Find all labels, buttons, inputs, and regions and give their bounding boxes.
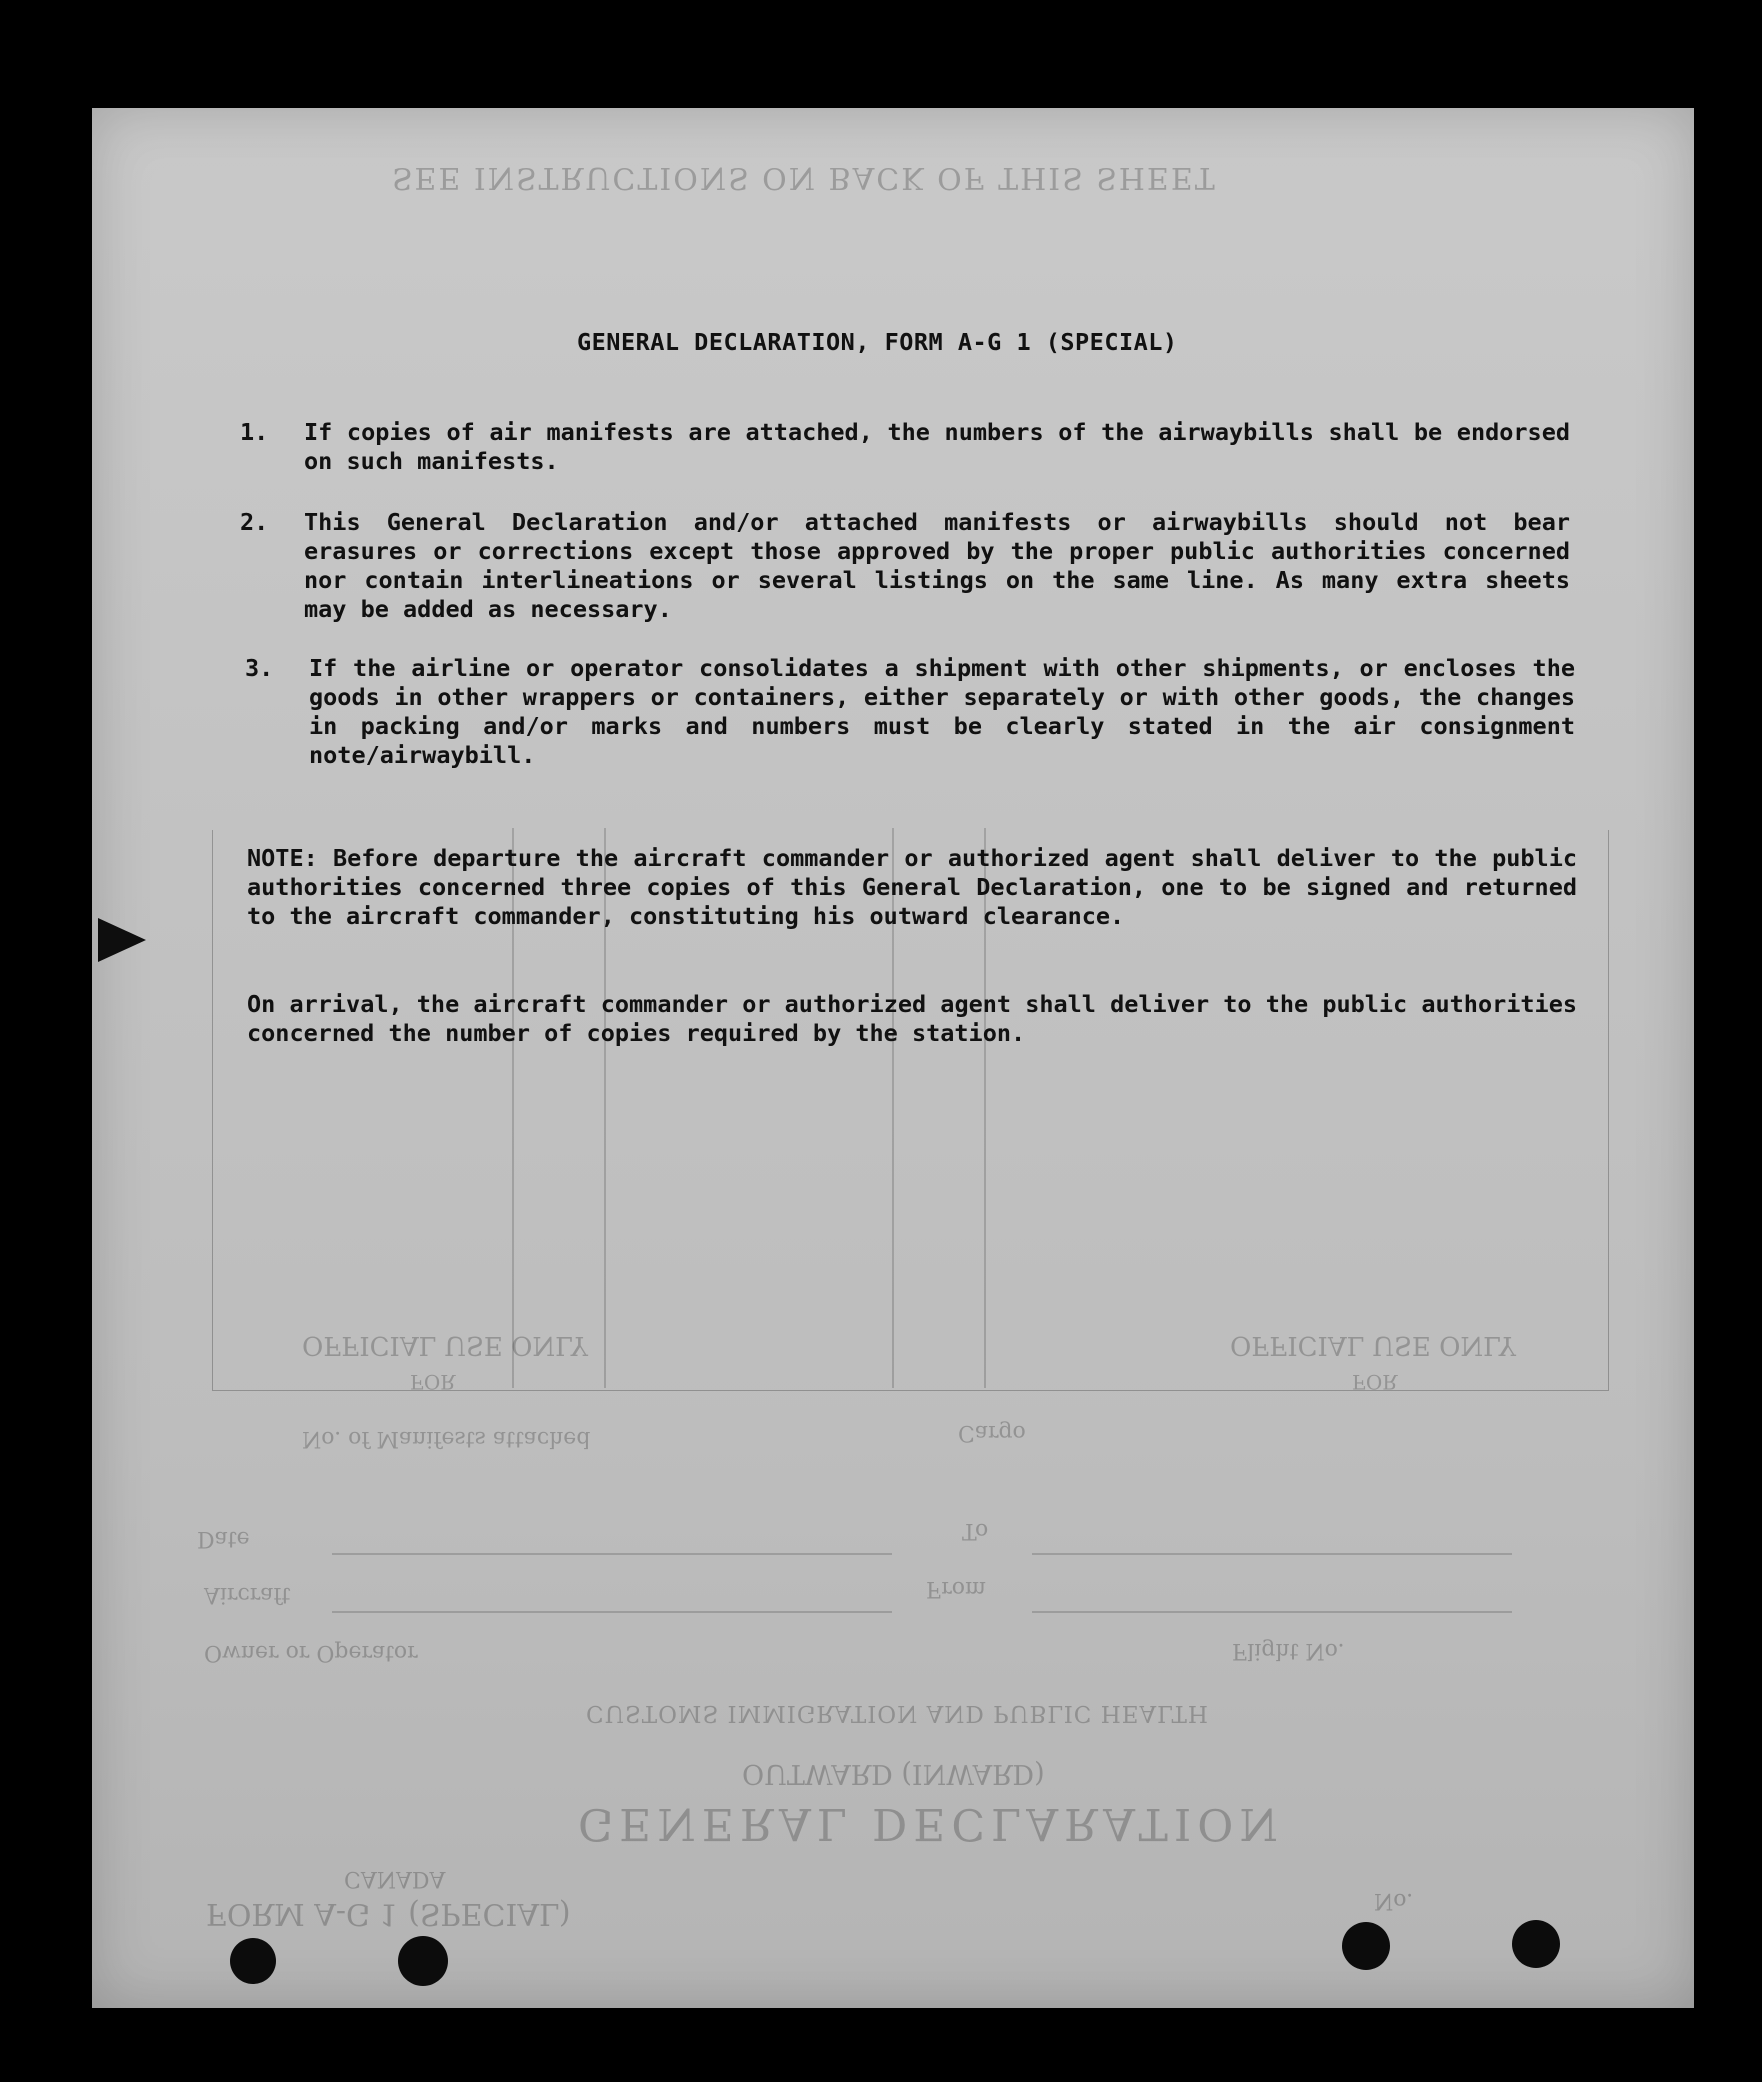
item-text: If copies of air manifests are attached, the numbers of the airwaybills shall be endorsed on such manifests. bbox=[304, 418, 1570, 475]
bleed-rule bbox=[332, 1611, 892, 1613]
bleed-no: No. bbox=[1374, 1888, 1414, 1913]
item-number: 1. bbox=[240, 418, 269, 446]
bleed-outward: OUTWARD (INWARD) bbox=[742, 1758, 1045, 1789]
bleed-to: To bbox=[962, 1518, 989, 1543]
item-text: If the airline or operator consolidates a shipment with other shipments, or encloses the goods in other wrappers or containers, either separately or with other goods, the changes in packing and/or marks and numbers must be clearly stated in the air consignment note/airwaybill. bbox=[309, 654, 1575, 769]
bleed-owner: Owner or Operator bbox=[204, 1640, 418, 1665]
bleed-general: GENERAL DECLARATION bbox=[578, 1798, 1284, 1849]
bleed-rule bbox=[332, 1553, 892, 1555]
bleed-official-left: OFFICIAL USE ONLY bbox=[302, 1330, 588, 1360]
bleed-rule bbox=[1032, 1553, 1512, 1555]
item-number: 3. bbox=[245, 654, 274, 682]
item-text: This General Declaration and/or attached manifests or airwaybills should not bear erasures or corrections except those approved by the proper public authorities concerned nor contain interlineations or several listings on the same line. As many extra sheets may be added as necessary. bbox=[304, 508, 1570, 623]
page-title: GENERAL DECLARATION, FORM A-G 1 (SPECIAL) bbox=[577, 328, 1178, 356]
punch-hole bbox=[398, 1936, 448, 1986]
bleed-form: FORM A-G 1 (SPECIAL) bbox=[206, 1896, 571, 1931]
bleed-date: Date bbox=[197, 1526, 250, 1551]
bleed-for-left: FOR bbox=[410, 1370, 456, 1394]
arrival-paragraph: On arrival, the aircraft commander or authorized agent shall deliver to the public authorities concerned the number of copies required by the station. bbox=[247, 990, 1577, 1047]
document-page bbox=[92, 108, 1694, 2008]
bleed-top-banner: SEE INSTRUCTIONS ON BACK OF THIS SHEET bbox=[392, 160, 1217, 195]
bleed-rule bbox=[1032, 1611, 1512, 1613]
bleed-canada: CANADA bbox=[344, 1866, 446, 1891]
bleed-customs: CUSTOMS IMMIGRATION AND PUBLIC HEALTH bbox=[586, 1700, 1209, 1726]
bleed-from: From bbox=[926, 1576, 986, 1601]
bleed-aircraft: Aircraft bbox=[204, 1582, 291, 1607]
note-paragraph: NOTE: Before departure the aircraft commander or authorized agent shall deliver to the public authorities concerned three copies of this General Declaration, one to be signed and returned to the aircraft commander, constituting his outward clearance. bbox=[247, 844, 1577, 930]
punch-hole bbox=[1342, 1922, 1390, 1970]
bleed-flight-no: Flight No. bbox=[1232, 1638, 1345, 1663]
punch-hole bbox=[230, 1938, 276, 1984]
bleed-for-right: FOR bbox=[1352, 1370, 1398, 1394]
margin-tab-mark bbox=[98, 918, 146, 962]
bleed-cargo: Cargo bbox=[958, 1420, 1026, 1445]
bleed-official-right: OFFICIAL USE ONLY bbox=[1230, 1330, 1516, 1360]
item-number: 2. bbox=[240, 508, 269, 536]
punch-hole bbox=[1512, 1920, 1560, 1968]
bleed-manifests: No. of Manifests attached bbox=[302, 1426, 591, 1451]
